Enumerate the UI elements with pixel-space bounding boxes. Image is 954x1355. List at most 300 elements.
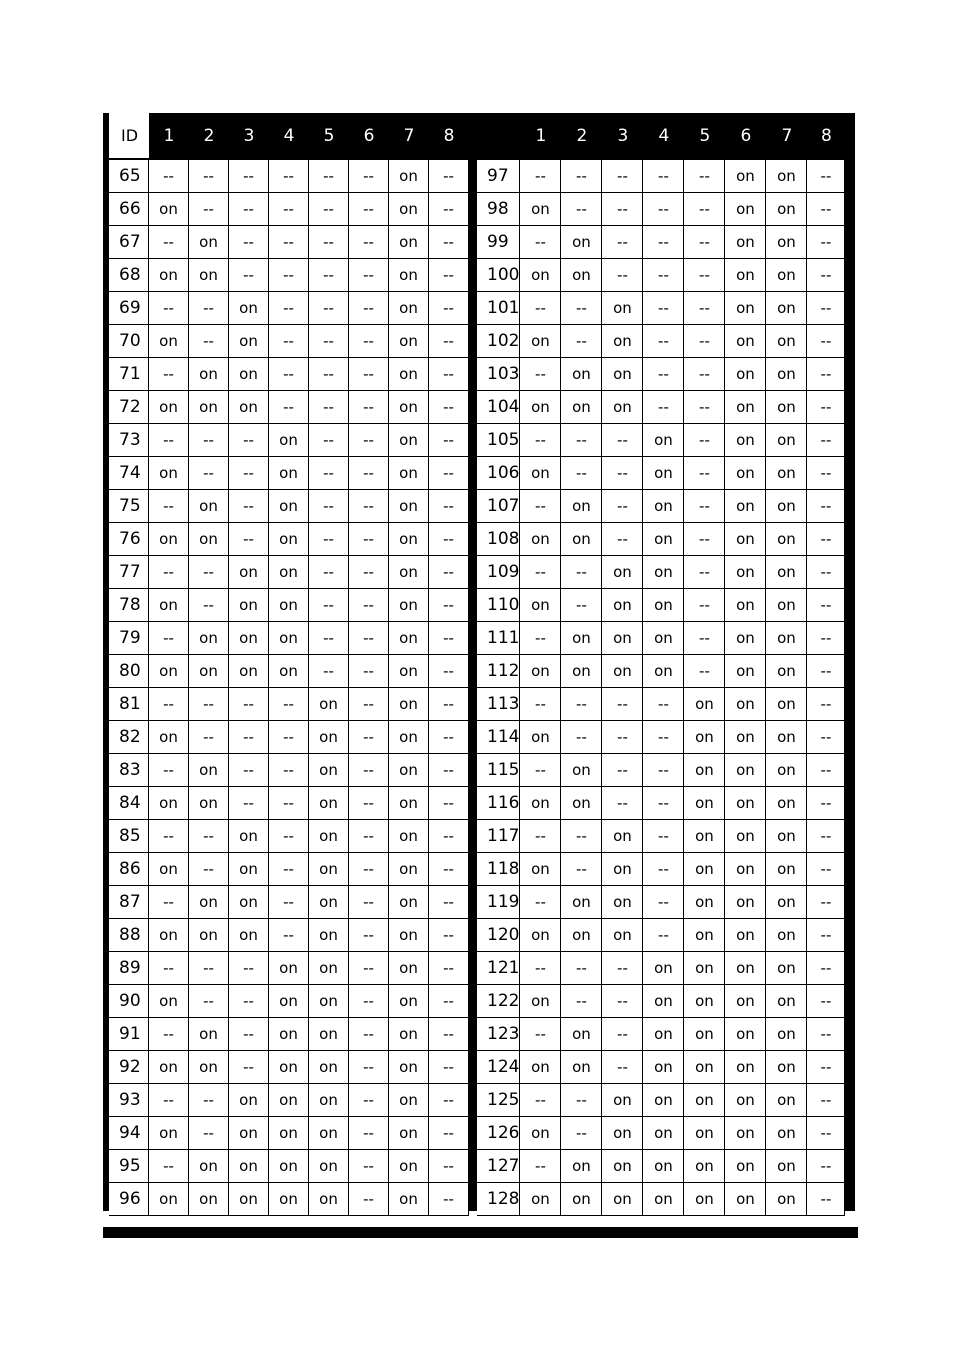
switch-state-cell: --: [643, 886, 684, 919]
row-id-cell: 95: [109, 1150, 149, 1183]
switch-state-cell: on: [643, 952, 684, 985]
switch-state-cell: on: [561, 919, 602, 952]
row-id-cell: 111: [477, 622, 520, 655]
switch-state-cell: --: [684, 325, 725, 358]
switch-state-cell: on: [189, 226, 229, 259]
switch-state-cell: on: [229, 556, 269, 589]
switch-state-cell: --: [269, 919, 309, 952]
table-row: [477, 754, 845, 787]
table-row: [109, 490, 469, 523]
switch-state-cell: --: [561, 688, 602, 721]
switch-state-cell: on: [725, 1084, 766, 1117]
switch-state-cell: on: [389, 853, 429, 886]
switch-state-cell: on: [149, 193, 189, 226]
switch-state-cell: --: [429, 358, 469, 391]
switch-state-cell: on: [389, 820, 429, 853]
switch-state-cell: on: [684, 688, 725, 721]
row-id-cell: 80: [109, 655, 149, 688]
switch-state-cell: --: [561, 1084, 602, 1117]
switch-state-cell: on: [389, 1150, 429, 1183]
switch-state-cell: on: [561, 490, 602, 523]
table-row: [477, 158, 845, 193]
switch-state-cell: on: [684, 886, 725, 919]
switch-state-cell: --: [229, 193, 269, 226]
switch-state-cell: --: [309, 226, 349, 259]
switch-state-cell: on: [189, 358, 229, 391]
row-id-cell: 66: [109, 193, 149, 226]
table-row: [477, 886, 845, 919]
row-id-cell: 112: [477, 655, 520, 688]
switch-state-cell: on: [602, 886, 643, 919]
switch-state-cell: --: [602, 721, 643, 754]
table-row: [477, 226, 845, 259]
switch-state-cell: --: [189, 325, 229, 358]
switch-state-cell: --: [349, 391, 389, 424]
switch-state-cell: --: [349, 1183, 389, 1216]
switch-state-cell: --: [807, 1051, 845, 1084]
switch-state-cell: on: [684, 1018, 725, 1051]
switch-state-cell: on: [725, 721, 766, 754]
switch-state-cell: on: [269, 556, 309, 589]
switch-state-cell: on: [389, 226, 429, 259]
switch-state-cell: on: [309, 688, 349, 721]
switch-state-cell: --: [269, 292, 309, 325]
switch-state-cell: --: [349, 193, 389, 226]
switch-state-cell: on: [149, 325, 189, 358]
switch-state-cell: --: [429, 457, 469, 490]
switch-state-cell: --: [229, 754, 269, 787]
row-id-cell: 128: [477, 1183, 520, 1216]
switch-state-cell: --: [149, 1150, 189, 1183]
switch-state-cell: --: [429, 158, 469, 193]
row-id-cell: 76: [109, 523, 149, 556]
column-header: 6: [725, 113, 766, 158]
table-row: [109, 556, 469, 589]
switch-state-cell: on: [561, 886, 602, 919]
switch-state-cell: on: [309, 952, 349, 985]
switch-state-cell: --: [643, 158, 684, 193]
switch-state-cell: --: [684, 556, 725, 589]
switch-state-cell: --: [807, 721, 845, 754]
switch-state-cell: --: [269, 853, 309, 886]
switch-state-cell: --: [807, 1117, 845, 1150]
switch-state-cell: --: [189, 721, 229, 754]
row-id-cell: 103: [477, 358, 520, 391]
switch-state-cell: --: [561, 853, 602, 886]
switch-state-cell: --: [807, 1084, 845, 1117]
table-row: [477, 325, 845, 358]
switch-state-cell: --: [149, 358, 189, 391]
switch-state-cell: --: [807, 655, 845, 688]
switch-state-cell: on: [766, 952, 807, 985]
row-id-cell: 99: [477, 226, 520, 259]
switch-state-cell: on: [725, 1018, 766, 1051]
switch-state-cell: on: [189, 1183, 229, 1216]
column-header: 5: [684, 113, 725, 158]
table-row: [477, 655, 845, 688]
table-row: [109, 820, 469, 853]
switch-state-cell: on: [520, 985, 561, 1018]
table-row: [109, 1117, 469, 1150]
table-row: [109, 952, 469, 985]
switch-state-cell: --: [309, 589, 349, 622]
switch-state-cell: on: [309, 721, 349, 754]
switch-state-cell: on: [561, 622, 602, 655]
switch-state-cell: on: [643, 556, 684, 589]
switch-state-cell: --: [349, 1117, 389, 1150]
switch-state-cell: --: [429, 721, 469, 754]
switch-state-cell: --: [269, 886, 309, 919]
switch-state-cell: on: [309, 853, 349, 886]
row-id-cell: 68: [109, 259, 149, 292]
switch-state-cell: on: [269, 523, 309, 556]
switch-state-cell: --: [520, 952, 561, 985]
switch-state-cell: on: [309, 1183, 349, 1216]
column-header: 2: [561, 113, 602, 158]
column-header: 3: [602, 113, 643, 158]
switch-state-cell: on: [189, 1150, 229, 1183]
switch-state-cell: --: [429, 1150, 469, 1183]
switch-state-cell: --: [807, 787, 845, 820]
switch-state-cell: --: [602, 754, 643, 787]
switch-state-cell: on: [309, 919, 349, 952]
switch-state-cell: --: [643, 688, 684, 721]
switch-state-cell: on: [189, 259, 229, 292]
switch-state-cell: --: [149, 424, 189, 457]
switch-state-cell: on: [725, 158, 766, 193]
switch-state-cell: on: [602, 325, 643, 358]
row-id-cell: 86: [109, 853, 149, 886]
switch-state-cell: --: [429, 688, 469, 721]
switch-state-cell: on: [602, 1117, 643, 1150]
switch-state-cell: on: [766, 158, 807, 193]
switch-state-cell: on: [766, 754, 807, 787]
table-row: [477, 721, 845, 754]
switch-state-cell: --: [189, 820, 229, 853]
table-row: [477, 952, 845, 985]
switch-state-cell: --: [429, 1084, 469, 1117]
switch-state-cell: --: [149, 226, 189, 259]
row-id-cell: 78: [109, 589, 149, 622]
table-row: [477, 193, 845, 226]
switch-state-cell: on: [189, 1051, 229, 1084]
switch-state-cell: on: [189, 1018, 229, 1051]
switch-state-cell: --: [149, 292, 189, 325]
table-row: [109, 655, 469, 688]
switch-state-cell: --: [561, 589, 602, 622]
switch-state-cell: --: [269, 820, 309, 853]
row-id-cell: 91: [109, 1018, 149, 1051]
switch-state-cell: on: [725, 919, 766, 952]
switch-state-cell: --: [349, 853, 389, 886]
switch-state-cell: --: [807, 490, 845, 523]
switch-state-cell: on: [643, 1150, 684, 1183]
switch-state-cell: on: [229, 358, 269, 391]
switch-state-cell: --: [349, 226, 389, 259]
table-row: [109, 158, 469, 193]
switch-state-cell: on: [389, 457, 429, 490]
switch-state-cell: --: [643, 325, 684, 358]
switch-state-cell: on: [766, 721, 807, 754]
switch-state-cell: --: [309, 457, 349, 490]
switch-state-cell: --: [429, 589, 469, 622]
switch-state-cell: on: [520, 1117, 561, 1150]
switch-state-cell: on: [766, 1084, 807, 1117]
switch-state-cell: --: [643, 259, 684, 292]
row-id-cell: 119: [477, 886, 520, 919]
switch-state-cell: --: [189, 688, 229, 721]
column-header: 6: [349, 113, 389, 158]
switch-state-cell: on: [766, 985, 807, 1018]
switch-state-cell: --: [229, 259, 269, 292]
switch-state-cell: --: [349, 754, 389, 787]
switch-state-cell: --: [189, 424, 229, 457]
table-row: [477, 457, 845, 490]
switch-state-cell: on: [389, 158, 429, 193]
switch-state-cell: on: [643, 1117, 684, 1150]
row-id-cell: 125: [477, 1084, 520, 1117]
table-row: [109, 523, 469, 556]
table-row: [109, 886, 469, 919]
switch-state-cell: on: [389, 787, 429, 820]
switch-state-cell: on: [725, 1051, 766, 1084]
switch-state-cell: --: [429, 424, 469, 457]
switch-state-cell: on: [309, 754, 349, 787]
switch-state-cell: on: [684, 754, 725, 787]
switch-state-cell: on: [561, 523, 602, 556]
switch-state-cell: --: [429, 820, 469, 853]
table-row: [477, 1183, 845, 1216]
switch-state-cell: on: [269, 1051, 309, 1084]
switch-state-cell: on: [389, 424, 429, 457]
switch-state-cell: on: [520, 721, 561, 754]
switch-state-cell: on: [229, 1084, 269, 1117]
switch-state-cell: --: [520, 556, 561, 589]
switch-state-cell: on: [643, 622, 684, 655]
table-row: [109, 853, 469, 886]
switch-state-cell: --: [349, 259, 389, 292]
column-header: 4: [269, 113, 309, 158]
table-row: [109, 985, 469, 1018]
switch-state-cell: --: [643, 193, 684, 226]
switch-state-cell: on: [725, 490, 766, 523]
row-id-cell: 94: [109, 1117, 149, 1150]
switch-state-cell: --: [561, 158, 602, 193]
switch-state-cell: on: [684, 985, 725, 1018]
switch-state-cell: on: [725, 1150, 766, 1183]
switch-state-cell: --: [807, 358, 845, 391]
switch-state-cell: --: [520, 1150, 561, 1183]
switch-state-cell: on: [389, 655, 429, 688]
switch-state-cell: on: [643, 589, 684, 622]
switch-state-cell: --: [309, 325, 349, 358]
switch-state-cell: --: [269, 325, 309, 358]
switch-state-cell: --: [269, 158, 309, 193]
switch-state-cell: --: [149, 754, 189, 787]
switch-state-cell: --: [349, 655, 389, 688]
switch-state-cell: on: [229, 292, 269, 325]
switch-state-cell: on: [389, 325, 429, 358]
switch-state-cell: --: [807, 193, 845, 226]
switch-state-cell: on: [766, 556, 807, 589]
switch-state-cell: --: [269, 226, 309, 259]
switch-state-cell: --: [229, 1051, 269, 1084]
switch-state-cell: --: [520, 158, 561, 193]
switch-state-cell: on: [229, 1117, 269, 1150]
row-id-cell: 116: [477, 787, 520, 820]
switch-state-cell: on: [520, 655, 561, 688]
switch-state-cell: on: [725, 886, 766, 919]
switch-state-cell: on: [309, 1018, 349, 1051]
switch-state-cell: on: [766, 358, 807, 391]
switch-state-cell: --: [269, 754, 309, 787]
switch-state-cell: --: [602, 259, 643, 292]
switch-state-cell: --: [149, 158, 189, 193]
switch-state-cell: --: [149, 1018, 189, 1051]
switch-state-cell: on: [602, 655, 643, 688]
table-row: [109, 721, 469, 754]
switch-state-cell: on: [561, 358, 602, 391]
switch-state-cell: --: [807, 985, 845, 1018]
switch-state-cell: on: [389, 622, 429, 655]
switch-state-cell: --: [602, 985, 643, 1018]
switch-state-cell: on: [389, 886, 429, 919]
switch-state-cell: on: [602, 589, 643, 622]
switch-state-cell: --: [429, 226, 469, 259]
switch-state-cell: --: [429, 1051, 469, 1084]
switch-state-cell: on: [149, 853, 189, 886]
switch-state-cell: on: [643, 523, 684, 556]
column-header: 7: [766, 113, 807, 158]
switch-state-cell: --: [807, 1183, 845, 1216]
switch-state-cell: on: [602, 556, 643, 589]
row-id-cell: 101: [477, 292, 520, 325]
switch-state-cell: on: [189, 886, 229, 919]
switch-state-cell: --: [229, 952, 269, 985]
switch-state-cell: --: [684, 622, 725, 655]
switch-state-cell: on: [520, 193, 561, 226]
switch-state-cell: --: [561, 985, 602, 1018]
switch-state-cell: on: [269, 985, 309, 1018]
switch-state-cell: on: [725, 688, 766, 721]
switch-state-cell: on: [229, 391, 269, 424]
row-id-cell: 82: [109, 721, 149, 754]
switch-state-cell: --: [429, 325, 469, 358]
table-row: [109, 1084, 469, 1117]
switch-state-cell: on: [269, 1117, 309, 1150]
switch-state-cell: on: [561, 787, 602, 820]
switch-state-cell: --: [229, 457, 269, 490]
row-id-cell: 107: [477, 490, 520, 523]
switch-state-cell: --: [807, 820, 845, 853]
table-row: [477, 292, 845, 325]
switch-state-cell: --: [189, 292, 229, 325]
switch-state-cell: --: [807, 158, 845, 193]
switch-state-cell: on: [149, 919, 189, 952]
switch-state-cell: on: [269, 622, 309, 655]
switch-state-cell: on: [149, 787, 189, 820]
table-row: [109, 622, 469, 655]
switch-state-cell: on: [389, 754, 429, 787]
switch-state-cell: --: [561, 820, 602, 853]
switch-state-cell: on: [149, 985, 189, 1018]
switch-state-cell: on: [149, 457, 189, 490]
switch-state-cell: on: [520, 325, 561, 358]
row-id-cell: 89: [109, 952, 149, 985]
table-row: [109, 424, 469, 457]
switch-state-cell: on: [520, 391, 561, 424]
switch-state-cell: on: [766, 820, 807, 853]
switch-state-cell: --: [561, 325, 602, 358]
switch-state-cell: --: [684, 292, 725, 325]
switch-state-cell: on: [684, 1150, 725, 1183]
row-id-cell: 90: [109, 985, 149, 1018]
row-id-cell: 70: [109, 325, 149, 358]
switch-state-cell: --: [149, 490, 189, 523]
switch-state-cell: --: [561, 457, 602, 490]
switch-state-cell: --: [429, 754, 469, 787]
switch-state-cell: --: [229, 490, 269, 523]
table-row: [109, 457, 469, 490]
switch-state-cell: --: [429, 1018, 469, 1051]
switch-state-cell: --: [189, 457, 229, 490]
switch-state-cell: --: [684, 158, 725, 193]
switch-state-cell: on: [766, 193, 807, 226]
switch-state-cell: on: [189, 622, 229, 655]
switch-state-cell: on: [520, 853, 561, 886]
table-row: [477, 391, 845, 424]
switch-state-cell: on: [309, 1117, 349, 1150]
switch-state-cell: --: [429, 292, 469, 325]
table-row: [477, 1051, 845, 1084]
switch-state-cell: --: [684, 391, 725, 424]
switch-state-cell: on: [389, 193, 429, 226]
table-row: [109, 1183, 469, 1216]
table-header-row: [477, 113, 845, 158]
switch-state-cell: --: [602, 952, 643, 985]
switch-state-cell: --: [429, 886, 469, 919]
row-id-cell: 102: [477, 325, 520, 358]
switch-state-cell: on: [561, 1183, 602, 1216]
row-id-cell: 124: [477, 1051, 520, 1084]
switch-state-cell: on: [766, 457, 807, 490]
table-row: [477, 1018, 845, 1051]
switch-state-cell: --: [149, 556, 189, 589]
switch-state-cell: --: [643, 853, 684, 886]
switch-state-cell: on: [189, 391, 229, 424]
switch-state-cell: --: [309, 391, 349, 424]
row-id-cell: 118: [477, 853, 520, 886]
column-header: 8: [807, 113, 845, 158]
switch-state-cell: --: [349, 952, 389, 985]
switch-state-cell: --: [269, 721, 309, 754]
switch-state-cell: --: [349, 622, 389, 655]
table-row: [109, 1051, 469, 1084]
switch-state-cell: --: [602, 688, 643, 721]
switch-state-cell: on: [766, 688, 807, 721]
switch-state-cell: on: [269, 424, 309, 457]
table-row: [477, 1117, 845, 1150]
switch-state-cell: --: [349, 424, 389, 457]
switch-state-cell: on: [725, 226, 766, 259]
switch-state-cell: on: [269, 1084, 309, 1117]
switch-state-cell: --: [309, 622, 349, 655]
switch-state-cell: --: [349, 985, 389, 1018]
switch-state-cell: on: [725, 589, 766, 622]
row-id-cell: 87: [109, 886, 149, 919]
switch-state-cell: on: [643, 655, 684, 688]
switch-state-cell: on: [602, 853, 643, 886]
